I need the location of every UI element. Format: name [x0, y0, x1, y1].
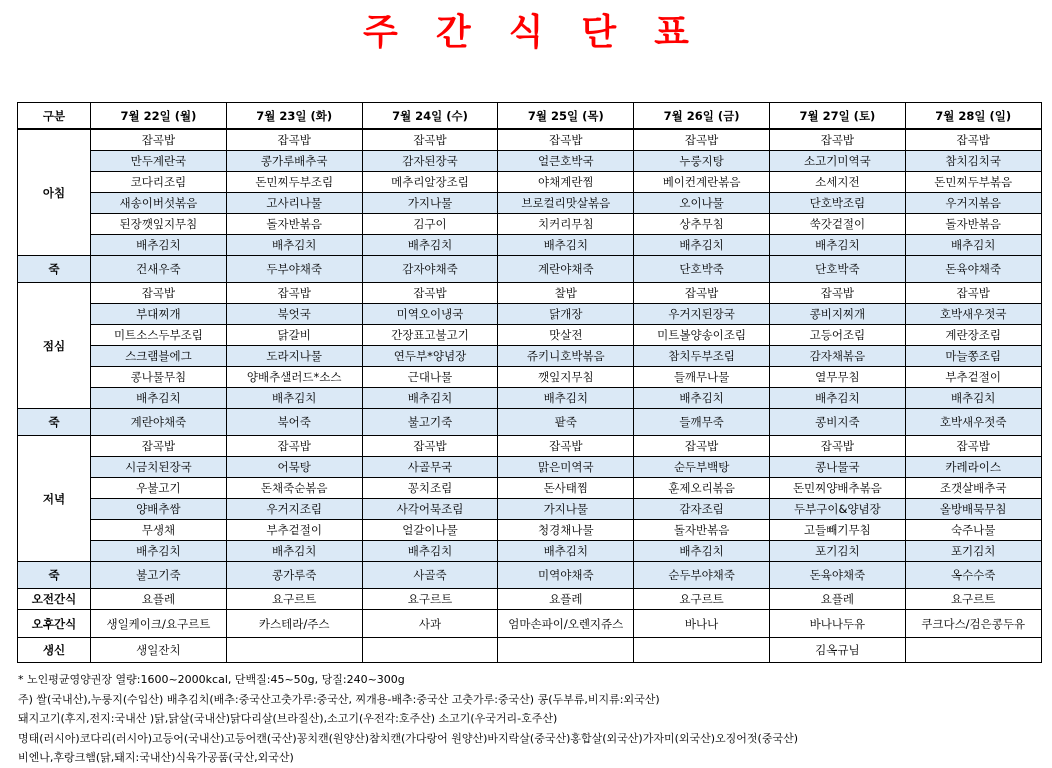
dinner-row — [18, 457, 1042, 478]
porridge-item: 콩가루죽 — [226, 562, 362, 589]
menu-item: 잡곡밥 — [769, 283, 905, 304]
birthday-item — [905, 638, 1041, 663]
porridge-row — [18, 409, 1042, 436]
menu-item: 잡곡밥 — [91, 283, 227, 304]
birthday-item — [226, 638, 362, 663]
morning-snack-item: 요플레 — [498, 589, 634, 610]
notes — [18, 670, 798, 768]
afternoon-snack-label: 오후간식 — [18, 610, 91, 638]
porridge-item: 팥죽 — [498, 409, 634, 436]
menu-item: 돈채죽순볶음 — [226, 478, 362, 499]
afternoon-snack-item: 생일케이크/요구르트 — [91, 610, 227, 638]
lunch-row — [18, 325, 1042, 346]
breakfast-row — [18, 193, 1042, 214]
menu-item: 베이컨계란볶음 — [634, 172, 770, 193]
menu-item: 시금치된장국 — [91, 457, 227, 478]
menu-item: 감자된장국 — [362, 151, 498, 172]
menu-item: 소고기미역국 — [769, 151, 905, 172]
menu-item: 얼큰호박국 — [498, 151, 634, 172]
menu-item: 우불고기 — [91, 478, 227, 499]
menu-item: 배추김치 — [634, 541, 770, 562]
menu-item: 배추김치 — [91, 235, 227, 256]
menu-item: 배추김치 — [498, 235, 634, 256]
menu-item: 올방배묵무침 — [905, 499, 1041, 520]
menu-item: 연두부*양념장 — [362, 346, 498, 367]
menu-item: 치커리무침 — [498, 214, 634, 235]
menu-item: 단호박조림 — [769, 193, 905, 214]
afternoon-snack-item: 사과 — [362, 610, 498, 638]
morning-snack-item: 요플레 — [769, 589, 905, 610]
menu-item: 배추김치 — [634, 388, 770, 409]
porridge-item: 미역야채죽 — [498, 562, 634, 589]
menu-item: 사골무국 — [362, 457, 498, 478]
lunch-row — [18, 283, 1042, 304]
menu-item: 배추김치 — [362, 235, 498, 256]
menu-item: 간장표고불고기 — [362, 325, 498, 346]
menu-item: 배추김치 — [91, 541, 227, 562]
menu-item: 잡곡밥 — [905, 283, 1041, 304]
afternoon-snack-row — [18, 610, 1042, 638]
menu-item: 만두계란국 — [91, 151, 227, 172]
header-row — [18, 103, 1042, 130]
menu-item: 쥬키니호박볶음 — [498, 346, 634, 367]
note-line: * 노인평균영양권장 열량:1600~2000kcal, 단백질:45~50g, 당질:240~300g — [18, 673, 405, 686]
menu-item: 포기김치 — [769, 541, 905, 562]
menu-item: 배추김치 — [769, 235, 905, 256]
menu-item: 미역오이냉국 — [362, 304, 498, 325]
menu-item: 마늘쫑조림 — [905, 346, 1041, 367]
afternoon-snack-item: 바나나두유 — [769, 610, 905, 638]
menu-item: 스크램블에그 — [91, 346, 227, 367]
porridge-item: 돈육야채죽 — [905, 256, 1041, 283]
menu-item: 배추김치 — [226, 235, 362, 256]
menu-item: 잡곡밥 — [362, 283, 498, 304]
menu-item: 부대찌개 — [91, 304, 227, 325]
menu-item: 청경채나물 — [498, 520, 634, 541]
header-category: 구분 — [18, 103, 91, 130]
porridge-item: 계란야채죽 — [498, 256, 634, 283]
menu-item: 콩나물국 — [769, 457, 905, 478]
menu-item: 참치김치국 — [905, 151, 1041, 172]
menu-item: 닭개장 — [498, 304, 634, 325]
menu-item: 잡곡밥 — [91, 436, 227, 457]
menu-item: 배추김치 — [91, 388, 227, 409]
porridge-item: 건새우죽 — [91, 256, 227, 283]
breakfast-row — [18, 129, 1042, 151]
afternoon-snack-item: 쿠크다스/검은콩두유 — [905, 610, 1041, 638]
menu-item: 카레라이스 — [905, 457, 1041, 478]
menu-item: 누룽지탕 — [634, 151, 770, 172]
breakfast-row — [18, 235, 1042, 256]
menu-item: 사각어묵조림 — [362, 499, 498, 520]
menu-item: 잡곡밥 — [634, 436, 770, 457]
menu-item: 배추김치 — [362, 541, 498, 562]
menu-item: 숙주나물 — [905, 520, 1041, 541]
menu-item: 오이나물 — [634, 193, 770, 214]
menu-item: 잡곡밥 — [226, 436, 362, 457]
menu-item: 김구이 — [362, 214, 498, 235]
menu-item: 찰밥 — [498, 283, 634, 304]
morning-snack-item: 요구르트 — [226, 589, 362, 610]
note-line: 돼지고기(후지,전지:국내산 )닭,닭살(국내산)닭다리살(브라질산),소고기(우전각:호주산) 소고기(우국거리-호주산) — [18, 712, 558, 725]
menu-item: 깻잎지무침 — [498, 367, 634, 388]
dinner-row — [18, 520, 1042, 541]
lunch-row — [18, 367, 1042, 388]
breakfast-row — [18, 214, 1042, 235]
menu-item: 새송이버섯볶음 — [91, 193, 227, 214]
menu-item: 돌자반볶음 — [226, 214, 362, 235]
porridge-item: 옥수수죽 — [905, 562, 1041, 589]
menu-item: 잡곡밥 — [226, 283, 362, 304]
menu-item: 들깨무나물 — [634, 367, 770, 388]
menu-item: 근대나물 — [362, 367, 498, 388]
dinner-row — [18, 436, 1042, 457]
page-title: 주간식단표 — [363, 12, 727, 53]
menu-item: 잡곡밥 — [498, 129, 634, 151]
porridge-label: 죽 — [18, 409, 91, 436]
porridge-item: 북어죽 — [226, 409, 362, 436]
menu-item: 잡곡밥 — [769, 436, 905, 457]
menu-item: 배추김치 — [769, 388, 905, 409]
birthday-item — [498, 638, 634, 663]
afternoon-snack-item: 바나나 — [634, 610, 770, 638]
menu-item: 배추김치 — [634, 235, 770, 256]
morning-snack-label: 오전간식 — [18, 589, 91, 610]
menu-item: 콩가루배추국 — [226, 151, 362, 172]
porridge-item: 사골죽 — [362, 562, 498, 589]
menu-item: 잡곡밥 — [769, 129, 905, 151]
porridge-item: 단호박죽 — [769, 256, 905, 283]
header-day: 7월 25일 (목) — [498, 103, 634, 130]
menu-item: 미트볼양송이조림 — [634, 325, 770, 346]
porridge-item: 순두부야채죽 — [634, 562, 770, 589]
lunch-row — [18, 304, 1042, 325]
menu-item: 잡곡밥 — [905, 129, 1041, 151]
porridge-item: 단호박죽 — [634, 256, 770, 283]
menu-item: 메추리알장조림 — [362, 172, 498, 193]
menu-item: 잡곡밥 — [634, 129, 770, 151]
note-line: 비엔나,후랑크햄(닭,돼지:국내산)식육가공품(국산,외국산) — [18, 751, 294, 764]
menu-item: 양배추쌈 — [91, 499, 227, 520]
menu-item: 코다리조림 — [91, 172, 227, 193]
dinner-row — [18, 499, 1042, 520]
menu-item: 계란장조림 — [905, 325, 1041, 346]
menu-item: 무생채 — [91, 520, 227, 541]
menu-item: 조갯살배추국 — [905, 478, 1041, 499]
menu-item: 어묵탕 — [226, 457, 362, 478]
menu-item: 꽁치조림 — [362, 478, 498, 499]
menu-item: 돈민찌양배추볶음 — [769, 478, 905, 499]
menu-item: 야채계란찜 — [498, 172, 634, 193]
menu-item: 돈민찌두부조림 — [226, 172, 362, 193]
menu-item: 돌자반볶음 — [905, 214, 1041, 235]
menu-item: 부추겉절이 — [905, 367, 1041, 388]
lunch-label: 점심 — [18, 283, 91, 409]
breakfast-row — [18, 172, 1042, 193]
afternoon-snack-item: 엄마손파이/오렌지쥬스 — [498, 610, 634, 638]
dinner-row — [18, 478, 1042, 499]
menu-item: 닭갈비 — [226, 325, 362, 346]
menu-item: 배추김치 — [905, 388, 1041, 409]
menu-item: 배추김치 — [498, 541, 634, 562]
header-day: 7월 28일 (일) — [905, 103, 1041, 130]
weekly-menu-table — [17, 102, 1042, 663]
header-day: 7월 24일 (수) — [362, 103, 498, 130]
menu-item: 미트소스두부조림 — [91, 325, 227, 346]
porridge-item: 호박새우젓죽 — [905, 409, 1041, 436]
porridge-label: 죽 — [18, 256, 91, 283]
menu-item: 배추김치 — [905, 235, 1041, 256]
menu-item: 가지나물 — [362, 193, 498, 214]
menu-item: 북엇국 — [226, 304, 362, 325]
birthday-item: 김옥규님 — [769, 638, 905, 663]
porridge-item: 계란야채죽 — [91, 409, 227, 436]
menu-item: 된장깻잎지무침 — [91, 214, 227, 235]
breakfast-label: 아침 — [18, 129, 91, 256]
header-day: 7월 26일 (금) — [634, 103, 770, 130]
menu-item: 잡곡밥 — [634, 283, 770, 304]
lunch-row — [18, 388, 1042, 409]
menu-item: 고들빼기무침 — [769, 520, 905, 541]
menu-item: 두부구이&양념장 — [769, 499, 905, 520]
menu-item: 가지나물 — [498, 499, 634, 520]
menu-item: 우거지조림 — [226, 499, 362, 520]
birthday-label: 생신 — [18, 638, 91, 663]
menu-item: 배추김치 — [362, 388, 498, 409]
menu-item: 포기김치 — [905, 541, 1041, 562]
porridge-label: 죽 — [18, 562, 91, 589]
afternoon-snack-item: 카스테라/주스 — [226, 610, 362, 638]
porridge-item: 두부야채죽 — [226, 256, 362, 283]
porridge-item: 들깨무죽 — [634, 409, 770, 436]
header-day: 7월 27일 (토) — [769, 103, 905, 130]
menu-item: 감자채볶음 — [769, 346, 905, 367]
birthday-row — [18, 638, 1042, 663]
menu-item: 잡곡밥 — [498, 436, 634, 457]
dinner-row — [18, 541, 1042, 562]
menu-item: 소세지전 — [769, 172, 905, 193]
morning-snack-item: 요구르트 — [362, 589, 498, 610]
menu-item: 부추겉절이 — [226, 520, 362, 541]
menu-item: 맑은미역국 — [498, 457, 634, 478]
menu-item: 브로컬리맛살볶음 — [498, 193, 634, 214]
menu-item: 우거지볶음 — [905, 193, 1041, 214]
menu-item: 돈민찌두부볶음 — [905, 172, 1041, 193]
porridge-item: 콩비지죽 — [769, 409, 905, 436]
birthday-item — [362, 638, 498, 663]
menu-item: 훈제오리볶음 — [634, 478, 770, 499]
note-line: 명태(러시아)코다리(러시아)고등어(국내산)고등어캔(국산)꽁치캔(원양산)참치캔(가다랑어 원양산)바지락살(중국산)홍합살(외국산)가자미(외국산)오징어젓(중국산) — [18, 731, 799, 745]
morning-snack-item: 요플레 — [91, 589, 227, 610]
menu-item: 콩나물무침 — [91, 367, 227, 388]
morning-snack-row — [18, 589, 1042, 610]
menu-item: 고사리나물 — [226, 193, 362, 214]
menu-item: 호박새우젓국 — [905, 304, 1041, 325]
menu-item: 잡곡밥 — [226, 129, 362, 151]
dinner-label: 저녁 — [18, 436, 91, 562]
menu-item: 우거지된장국 — [634, 304, 770, 325]
header-day: 7월 22일 (월) — [91, 103, 227, 130]
menu-item: 잡곡밥 — [362, 436, 498, 457]
menu-item: 배추김치 — [226, 541, 362, 562]
menu-item: 얼갈이나물 — [362, 520, 498, 541]
morning-snack-item: 요구르트 — [634, 589, 770, 610]
menu-item: 잡곡밥 — [91, 129, 227, 151]
menu-item: 맛살전 — [498, 325, 634, 346]
morning-snack-item: 요구르트 — [905, 589, 1041, 610]
menu-item: 양배추샐러드*소스 — [226, 367, 362, 388]
menu-item: 돈사태찜 — [498, 478, 634, 499]
menu-item: 콩비지찌개 — [769, 304, 905, 325]
menu-item: 상추무침 — [634, 214, 770, 235]
porridge-row — [18, 256, 1042, 283]
porridge-item: 불고기죽 — [362, 409, 498, 436]
menu-item: 배추김치 — [498, 388, 634, 409]
menu-item: 순두부백탕 — [634, 457, 770, 478]
menu-item: 돌자반볶음 — [634, 520, 770, 541]
porridge-item: 불고기죽 — [91, 562, 227, 589]
menu-item: 열무무침 — [769, 367, 905, 388]
menu-item: 도라지나물 — [226, 346, 362, 367]
breakfast-row — [18, 151, 1042, 172]
menu-item: 배추김치 — [226, 388, 362, 409]
menu-item: 감자조림 — [634, 499, 770, 520]
menu-item: 고등어조림 — [769, 325, 905, 346]
menu-item: 참치두부조림 — [634, 346, 770, 367]
header-day: 7월 23일 (화) — [226, 103, 362, 130]
note-line: 주) 쌀(국내산),누룽지(수입산) 배추김치(배추:중국산고춧가루:중국산, 찌개용-배추:중국산 고춧가루:중국산) 콩(두부류,비지류:외국산) — [18, 692, 660, 706]
porridge-row — [18, 562, 1042, 589]
menu-item: 잡곡밥 — [905, 436, 1041, 457]
lunch-row — [18, 346, 1042, 367]
birthday-item — [634, 638, 770, 663]
porridge-item: 돈육야채죽 — [769, 562, 905, 589]
porridge-item: 감자야채죽 — [362, 256, 498, 283]
birthday-item: 생일잔치 — [91, 638, 227, 663]
menu-item: 쑥갓겉절이 — [769, 214, 905, 235]
menu-item: 잡곡밥 — [362, 129, 498, 151]
